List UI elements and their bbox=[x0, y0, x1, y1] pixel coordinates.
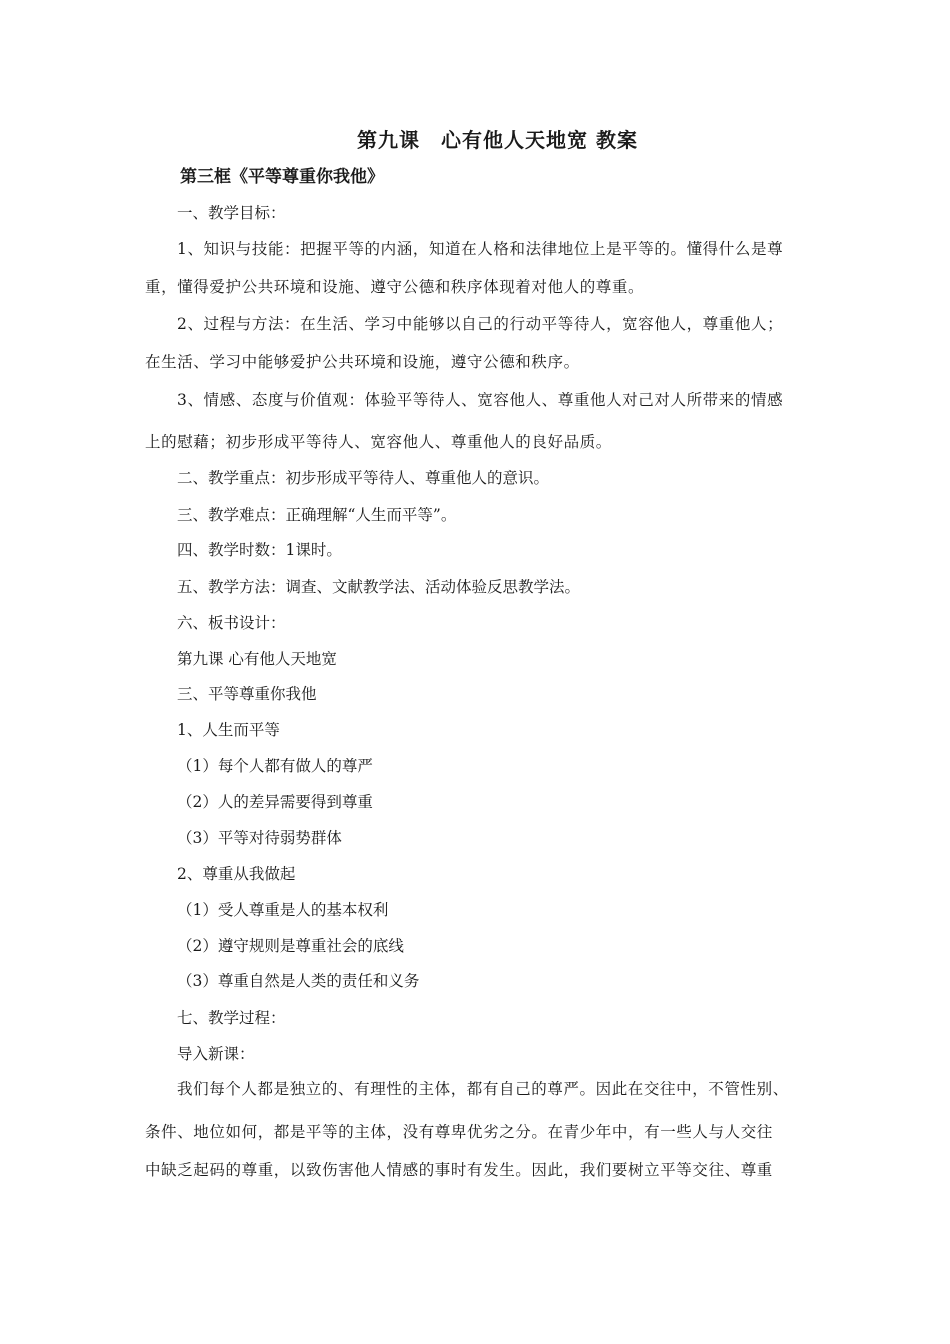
board-part-2-item: （1）受人尊重是人的基本权利 bbox=[177, 901, 389, 919]
objective-1-line-2: 重，懂得爱护公共环境和设施、遵守公德和秩序体现着对他人的尊重。 bbox=[145, 278, 645, 296]
board-part-1-item: （1）每个人都有做人的尊严 bbox=[177, 757, 373, 775]
objective-3-line-1: 3、情感、态度与价值观：体验平等待人、宽容他人、尊重他人对己对人所带来的情感 bbox=[177, 391, 784, 409]
board-design-heading: 六、板书设计： bbox=[177, 614, 286, 632]
board-part-2: 2、尊重从我做起 bbox=[177, 865, 296, 883]
teaching-hours: 四、教学时数：1课时。 bbox=[177, 541, 342, 559]
board-part-1-item: （2）人的差异需要得到尊重 bbox=[177, 793, 373, 811]
board-part-2-item: （3）尊重自然是人类的责任和义务 bbox=[177, 972, 420, 990]
board-part-1: 1、人生而平等 bbox=[177, 721, 280, 739]
key-point: 二、教学重点：初步形成平等待人、尊重他人的意识。 bbox=[177, 469, 550, 487]
difficulty: 三、教学难点：正确理解“人生而平等”。 bbox=[177, 506, 457, 524]
board-part-1-item: （3）平等对待弱势群体 bbox=[177, 829, 342, 847]
intro-label: 导入新课： bbox=[177, 1045, 255, 1063]
board-part-2-item: （2）遵守规则是尊重社会的底线 bbox=[177, 937, 404, 955]
objective-3-line-2: 上的慰藉；初步形成平等待人、宽容他人、尊重他人的良好品质。 bbox=[145, 433, 612, 451]
process-heading: 七、教学过程： bbox=[177, 1009, 286, 1027]
objectives-heading: 一、教学目标： bbox=[177, 204, 286, 222]
document-title: 第九课 心有他人天地宽 教案 bbox=[357, 128, 638, 152]
objective-2-line-1: 2、过程与方法：在生活、学习中能够以自己的行动平等待人，宽容他人，尊重他人； bbox=[177, 315, 784, 333]
board-lesson: 第九课 心有他人天地宽 bbox=[177, 650, 337, 668]
board-section: 三、平等尊重你我他 bbox=[177, 685, 317, 703]
objective-1-line-1: 1、知识与技能：把握平等的内涵，知道在人格和法律地位上是平等的。懂得什么是尊 bbox=[177, 240, 784, 258]
objective-2-line-2: 在生活、学习中能够爱护公共环境和设施，遵守公德和秩序。 bbox=[145, 353, 580, 371]
teaching-methods: 五、教学方法：调查、文献教学法、活动体验反思教学法。 bbox=[177, 578, 581, 596]
document-subtitle: 第三框《平等尊重你我他》 bbox=[180, 167, 384, 187]
intro-paragraph-line-3: 中缺乏起码的尊重，以致伤害他人情感的事时有发生。因此，我们要树立平等交往、尊重 bbox=[145, 1161, 773, 1179]
intro-paragraph-line-2: 条件、地位如何，都是平等的主体，没有尊卑优劣之分。在青少年中，有一些人与人交往 bbox=[145, 1123, 773, 1141]
intro-paragraph-line-1: 我们每个人都是独立的、有理性的主体，都有自己的尊严。因此在交往中，不管性别、 bbox=[177, 1080, 789, 1098]
